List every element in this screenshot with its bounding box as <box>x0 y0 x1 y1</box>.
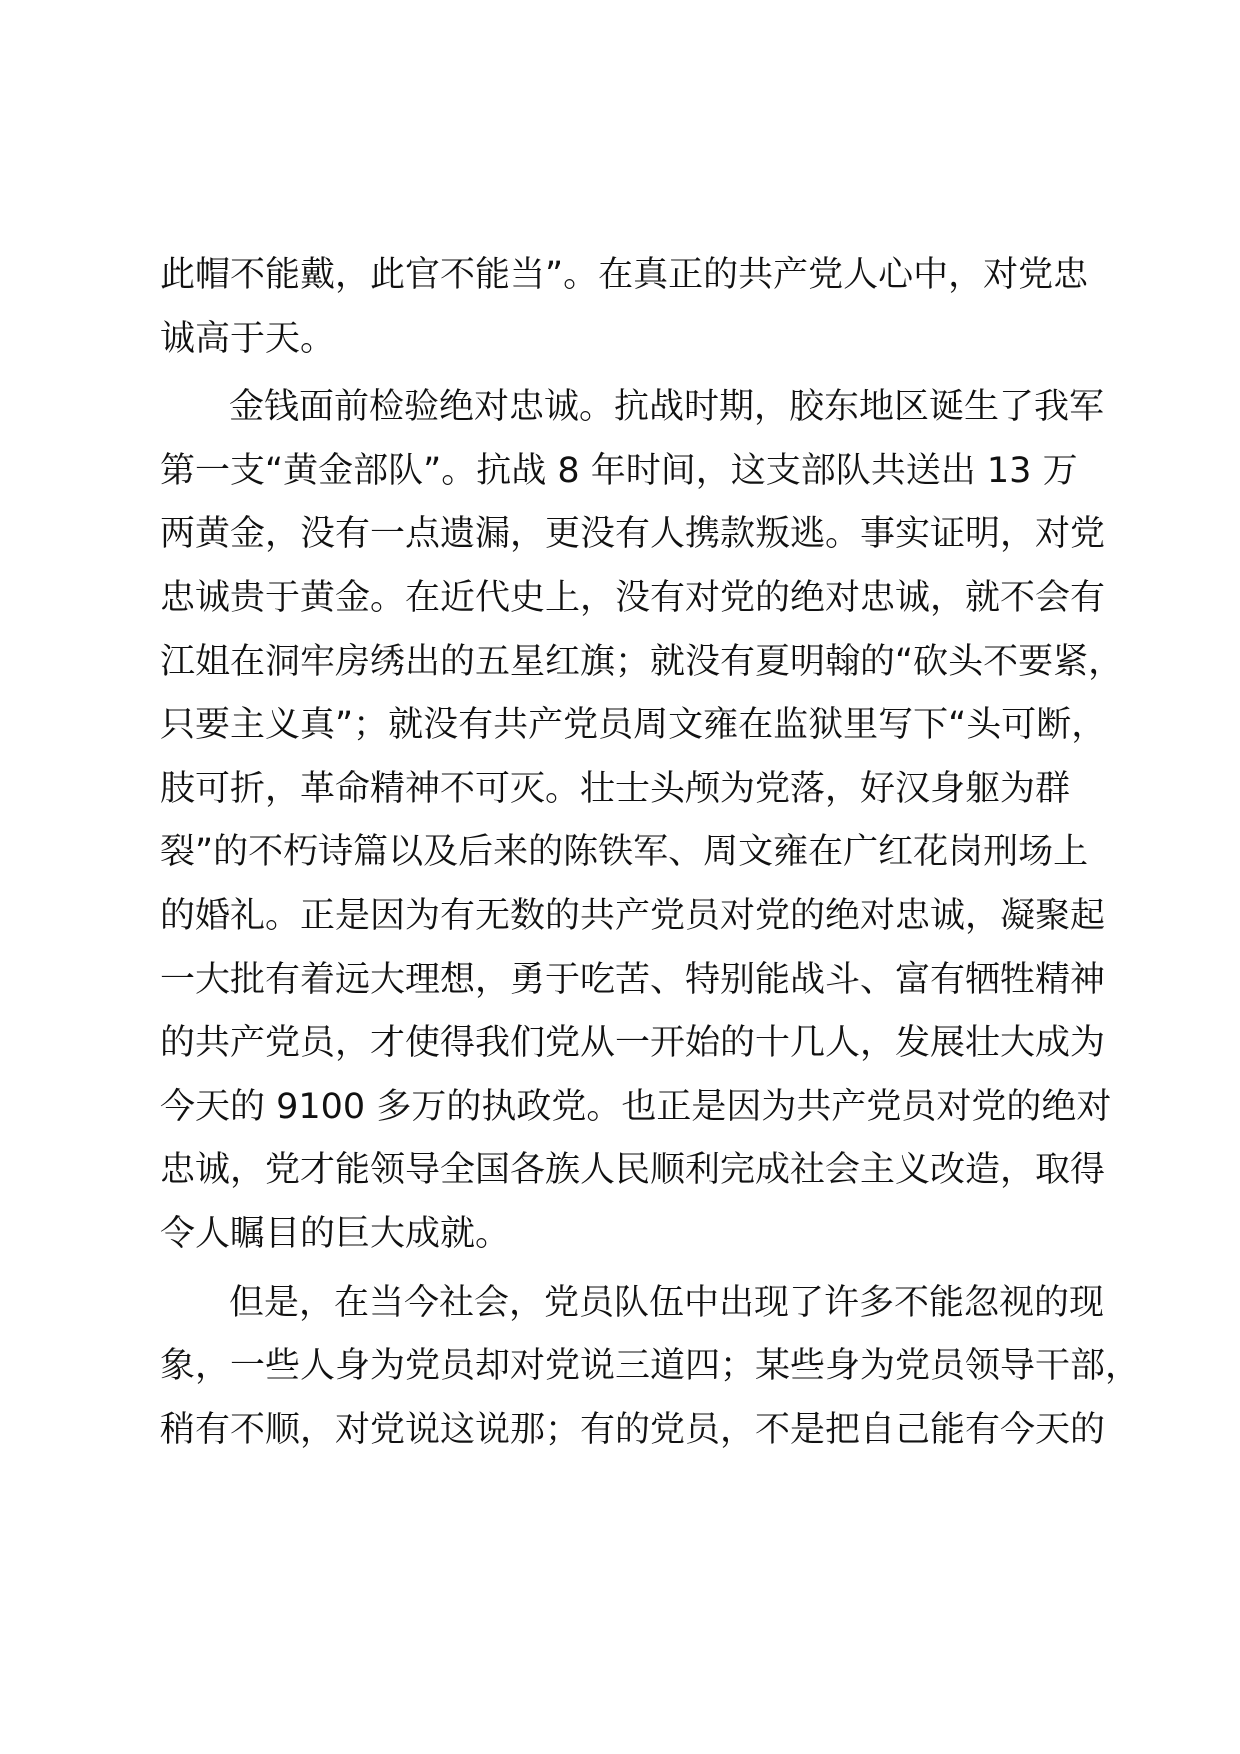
text-line: 金钱面前检验绝对忠诚。抗战时期，胶东地区诞生了我军 <box>229 387 1105 428</box>
text-line: 裂”的不朽诗篇以及后来的陈铁军、周文雍在广红花岗刑场上 <box>160 832 1089 873</box>
text-line: 肢可折，革命精神不可灭。壮士头颅为党落，好汉身躯为群 <box>160 768 1071 809</box>
text-line: 象，一些人身为党员却对党说三道四；某些身为党员领导干部， <box>160 1346 1141 1387</box>
text-line: 诚高于天。 <box>160 318 336 359</box>
text-line: 第一支“黄金部队”。抗战 8 年时间，这支部队共送出 13 万 <box>160 450 1078 491</box>
text-line: 忠诚贵于黄金。在近代史上，没有对党的绝对忠诚，就不会有 <box>160 577 1106 618</box>
text-line: 两黄金，没有一点遗漏，更没有人携款叛逃。事实证明，对党 <box>160 514 1106 555</box>
text-line: 但是，在当今社会，党员队伍中出现了许多不能忽视的现 <box>229 1282 1105 1323</box>
text-line: 忠诚，党才能领导全国各族人民顺利完成社会主义改造，取得 <box>160 1150 1106 1191</box>
text-line: 稍有不顺，对党说这说那；有的党员，不是把自己能有今天的 <box>160 1409 1106 1450</box>
paragraph-3 <box>160 1272 1141 1463</box>
text-line: 只要主义真”；就没有共产党员周文雍在监狱里写下“头可断， <box>160 705 1107 746</box>
text-line: 令人瞩目的巨大成就。 <box>160 1213 511 1254</box>
paragraph-2 <box>160 376 1124 1266</box>
text-line: 一大批有着远大理想，勇于吃苦、特别能战斗、富有牺牲精神 <box>160 959 1106 1000</box>
text-line: 的婚礼。正是因为有无数的共产党员对党的绝对忠诚，凝聚起 <box>160 895 1106 936</box>
text-line: 江姐在洞牢房绣出的五星红旗；就没有夏明翰的“砍头不要紧， <box>160 641 1124 682</box>
text-line: 此帽不能戴，此官不能当”。在真正的共产党人心中，对党忠 <box>160 255 1089 295</box>
text-line: 今天的 9100 多万的执政党。也正是因为共产党员对党的绝对 <box>160 1086 1112 1127</box>
text-line: 的共产党员，才使得我们党从一开始的十几人，发展壮大成为 <box>160 1023 1106 1064</box>
paragraph-1 <box>160 244 1120 371</box>
document-body <box>160 244 1141 1462</box>
